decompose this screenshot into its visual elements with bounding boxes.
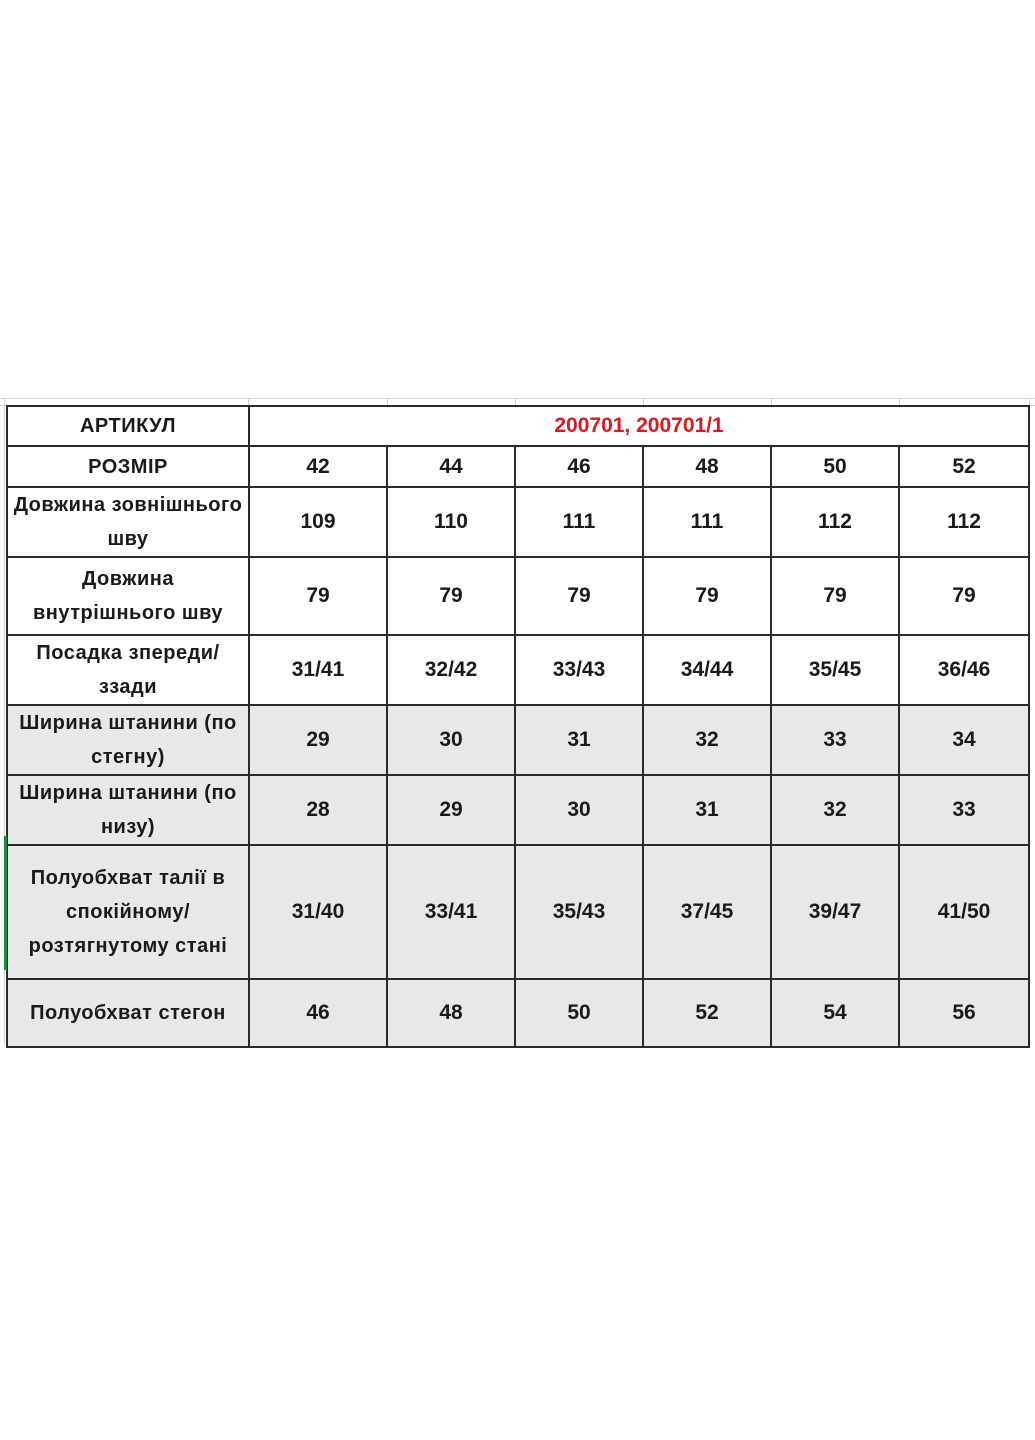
size-cell[interactable]: 42 [249,446,387,487]
value-cell[interactable]: 79 [899,557,1029,635]
value-cell[interactable]: 112 [771,487,899,557]
size-cell[interactable]: 48 [643,446,771,487]
size-label[interactable]: РОЗМІР [7,446,249,487]
value-cell[interactable]: 31 [643,775,771,845]
size-row [7,446,1029,487]
value-cell[interactable]: 110 [387,487,515,557]
value-cell[interactable]: 79 [643,557,771,635]
table-row [7,979,1029,1047]
value-cell[interactable]: 30 [387,705,515,775]
article-value[interactable]: 200701, 200701/1 [249,406,1029,446]
article-label[interactable]: АРТИКУЛ [7,406,249,446]
value-cell[interactable]: 31/40 [249,845,387,979]
value-cell[interactable]: 33/41 [387,845,515,979]
value-cell[interactable]: 112 [899,487,1029,557]
value-cell[interactable]: 28 [249,775,387,845]
value-cell[interactable]: 35/43 [515,845,643,979]
value-cell[interactable]: 79 [515,557,643,635]
value-cell[interactable]: 32/42 [387,635,515,705]
value-cell[interactable]: 31 [515,705,643,775]
value-cell[interactable]: 46 [249,979,387,1047]
value-cell[interactable]: 50 [515,979,643,1047]
row-label-hips[interactable]: Полуобхват стегон [7,979,249,1047]
value-cell[interactable]: 79 [771,557,899,635]
value-cell[interactable]: 29 [387,775,515,845]
value-cell[interactable]: 41/50 [899,845,1029,979]
size-cell[interactable]: 52 [899,446,1029,487]
spreadsheet-area [0,398,1035,1043]
value-cell[interactable]: 36/46 [899,635,1029,705]
table-row [7,557,1029,635]
row-label-thigh-width[interactable]: Ширина штанини (по стегну) [7,705,249,775]
value-cell[interactable]: 111 [515,487,643,557]
table-row [7,635,1029,705]
row-label-rise[interactable]: Посадка зпереди/ззади [7,635,249,705]
value-cell[interactable]: 35/45 [771,635,899,705]
value-cell[interactable]: 34 [899,705,1029,775]
table-row [7,705,1029,775]
size-chart-table [6,405,1030,1048]
size-cell[interactable]: 50 [771,446,899,487]
article-row [7,406,1029,446]
value-cell[interactable]: 30 [515,775,643,845]
value-cell[interactable]: 29 [249,705,387,775]
size-cell[interactable]: 46 [515,446,643,487]
value-cell[interactable]: 56 [899,979,1029,1047]
row-label-hem-width[interactable]: Ширина штанини (по низу) [7,775,249,845]
table-row [7,487,1029,557]
value-cell[interactable]: 54 [771,979,899,1047]
table-row [7,775,1029,845]
value-cell[interactable]: 52 [643,979,771,1047]
value-cell[interactable]: 31/41 [249,635,387,705]
value-cell[interactable]: 79 [249,557,387,635]
value-cell[interactable]: 34/44 [643,635,771,705]
value-cell[interactable]: 32 [643,705,771,775]
row-label-inner-seam[interactable]: Довжина внутрішнього шву [7,557,249,635]
value-cell[interactable]: 33 [771,705,899,775]
value-cell[interactable]: 32 [771,775,899,845]
row-label-outer-seam[interactable]: Довжина зовнішнього шву [7,487,249,557]
value-cell[interactable]: 109 [249,487,387,557]
size-cell[interactable]: 44 [387,446,515,487]
table-row [7,845,1029,979]
value-cell[interactable]: 111 [643,487,771,557]
value-cell[interactable]: 33 [899,775,1029,845]
row-selection-marker [4,836,7,970]
value-cell[interactable]: 48 [387,979,515,1047]
value-cell[interactable]: 33/43 [515,635,643,705]
value-cell[interactable]: 79 [387,557,515,635]
value-cell[interactable]: 39/47 [771,845,899,979]
value-cell[interactable]: 37/45 [643,845,771,979]
row-label-waist[interactable]: Полуобхват талії в спокійному/розтягнутому стані [7,845,249,979]
